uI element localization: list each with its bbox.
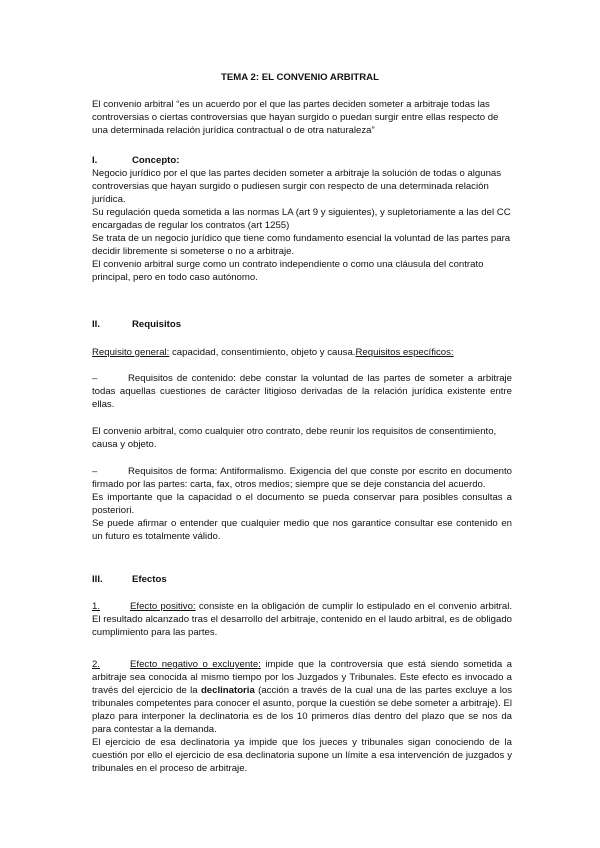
requisitos-forma-text: Requisitos de forma: Antiformalismo. Exigencia del que conste por escrito en documento firmado por las partes: carta, fax, otros medios; siempre que se deje constancia del acuerdo.	[92, 466, 512, 490]
requisitos-forma-block	[92, 465, 512, 543]
efecto-positivo-label: Efecto positivo:	[130, 601, 196, 612]
requisitos-general-line	[92, 346, 512, 359]
declinatoria-term: declinatoria	[200, 685, 255, 696]
efecto-positivo	[92, 600, 512, 639]
section-3-number: III.	[92, 574, 103, 585]
concepto-p4: El convenio arbitral surge como un contrato independiente o como una cláusula del contrato principal, pero en todo caso autónomo.	[92, 259, 484, 283]
section-2-title: Requisitos	[132, 319, 182, 330]
section-1-number: I.	[92, 155, 98, 166]
requisitos-especificos-label: Requisitos específicos:	[355, 347, 454, 358]
declinatoria-paragraph: El ejercicio de esa declinatoria ya impide que los jueces y tribunales sigan conociendo de la cuestión por ello el ejercicio de esa declinatoria supone un límite a esa intervención de juzgados y tribunales en el proceso de arbitraje.	[92, 737, 512, 774]
intro-paragraph: El convenio arbitral “es un acuerdo por el que las partes deciden someter a arbitraje todas las controversias o ciertas controversias que hayan surgido o puedan surgir entre ellas respecto de una determinada relación jurídica contractual o de otra naturaleza”	[92, 99, 499, 136]
efecto-negativo-text-a: impide que la controversia que está siendo sometida a arbitraje sea conocida al mismo tiempo por los Juzgados y Tribunales. Este efecto es invocado a través del ejercicio de la	[92, 659, 512, 696]
section-2-number: II.	[92, 319, 100, 330]
concepto-p3: Se trata de un negocio jurídico que tiene como fundamento esencial la voluntad de las partes para decidir libremente si someterse o no a arbitraje.	[92, 233, 511, 257]
section-2-heading	[92, 318, 181, 331]
importante-paragraph: Es importante que la capacidad o el documento se pueda conservar para posibles consultas a posteriori.	[92, 492, 512, 516]
efecto-negativo	[92, 658, 512, 736]
page-title: TEMA 2: EL CONVENIO ARBITRAL	[221, 72, 379, 83]
efecto-2-number: 2.	[92, 659, 101, 670]
efecto-negativo-text-b: (acción a través de la cual una de las partes excluye a los tribunales competentes para conocer el asunto, porque la cuestión se debe someter a arbitraje). El plazo para interponer la declinatoria es de los 10 primeros días dentro del plazo que se nos da para contestar a la demanda.	[92, 685, 512, 735]
convenio-contrato-paragraph: El convenio arbitral, como cualquier otro contrato, debe reunir los requisitos de consentimiento, causa y objeto.	[92, 426, 497, 450]
requisito-general-label: Requisito general:	[92, 347, 170, 358]
section-3-title: Efectos	[132, 574, 167, 585]
section-1-heading	[92, 154, 179, 167]
afirmar-paragraph: Se puede afirmar o entender que cualquier medio que nos garantice consultar ese contenido en un futuro es totalmente válido.	[92, 518, 512, 542]
efecto-positivo-text: consiste en la obligación de cumplir lo estipulado en el convenio arbitral. El resultado alcanzado tras el desarrollo del arbitraje, contenido en el laudo arbitral, es de obligado cumplimiento para las partes.	[92, 601, 512, 638]
requisito-general-text: capacidad, consentimiento, objeto y causa.	[169, 347, 356, 358]
efecto-negativo-block	[92, 658, 512, 775]
requisitos-forma	[92, 465, 512, 491]
efecto-1-number: 1.	[92, 601, 101, 612]
dash-bullet: –	[92, 466, 98, 477]
section-1-title: Concepto:	[132, 155, 180, 166]
section-1-body	[92, 167, 512, 284]
requisitos-contenido-text: Requisitos de contenido: debe constar la voluntad de las partes de someter a arbitraje todas aquellas cuestiones de carácter litigioso derivadas de la relación jurídica existente entre ellas.	[92, 373, 512, 410]
section-3-heading	[92, 573, 167, 586]
requisitos-contenido	[92, 372, 512, 411]
concepto-p2: Su regulación queda sometida a las normas LA (art 9 y siguientes), y supletoriamente a las del CC encargadas de regular los contratos (art 1255)	[92, 207, 511, 231]
concepto-p1: Negocio jurídico por el que las partes deciden someter a arbitraje la solución de todas o algunas controversias que hayan surgido o pudiesen surgir con respecto de una determinada relación jurídica.	[92, 168, 502, 205]
dash-bullet: –	[92, 373, 98, 384]
efecto-negativo-label: Efecto negativo o excluyente:	[130, 659, 261, 670]
